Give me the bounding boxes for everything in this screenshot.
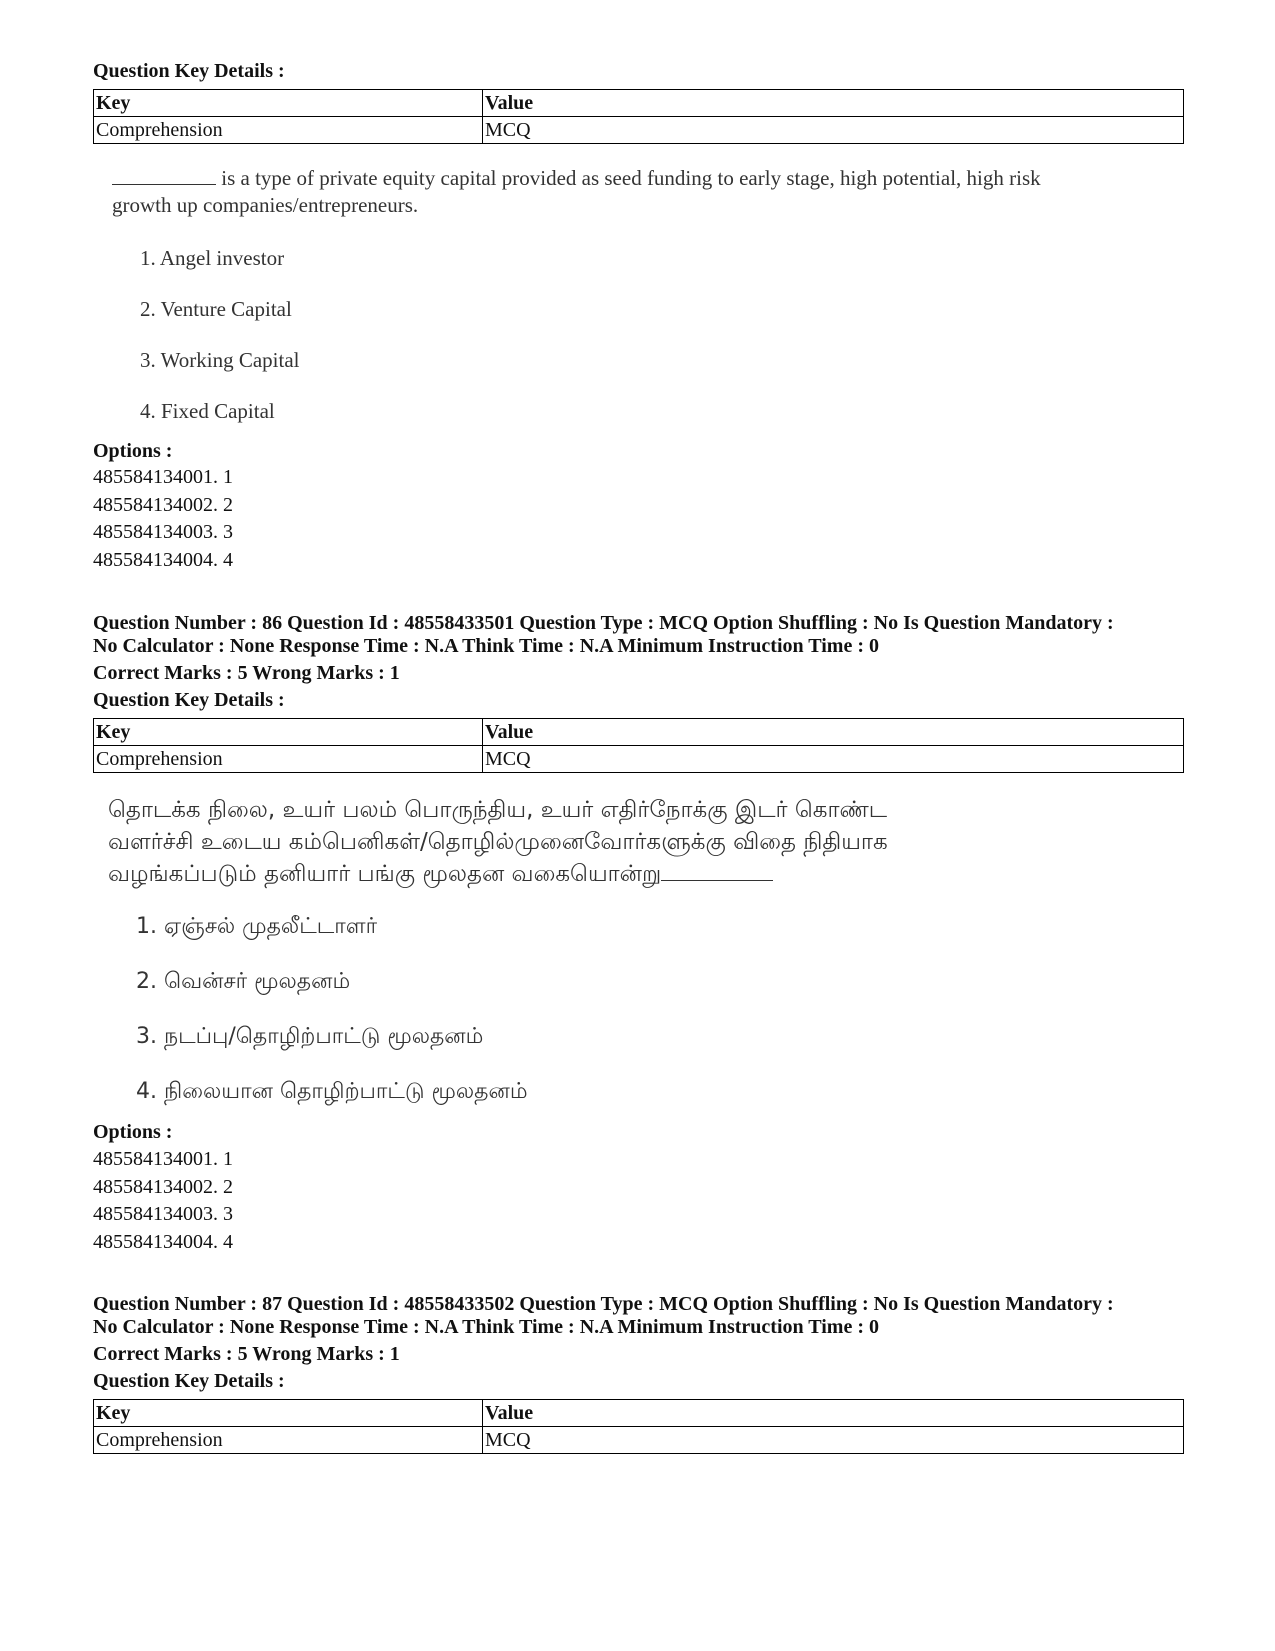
key-details-label: Question Key Details : [93,60,285,82]
table-row [94,746,1184,773]
question-stem [108,794,888,890]
stem-line-2: வளர்ச்சி உடைய கம்பெனிகள்/தொழில்முனைவோர்களுக்கு விதை நிதியாக [108,829,888,855]
table-row [94,1427,1184,1454]
stem-line-1: is a type of private equity capital provided as seed funding to early stage, high potential, high risk [216,166,1041,190]
value-column-header: Value [483,719,1184,746]
option-item: 485584134001. 1 [93,466,233,488]
option-item: 485584134004. 4 [93,548,233,571]
answer-blank [112,168,216,185]
options-list [93,1146,233,1256]
options-label: Options : [93,1121,173,1143]
key-details-table [93,1399,1184,1454]
choice-1: 1. Angel investor [140,246,285,270]
value-cell: MCQ [483,117,1184,144]
key-column-header: Key [94,90,483,117]
choice-2: 2. Venture Capital [140,297,292,321]
stem-line-1: தொடக்க நிலை, உயர் பலம் பொருந்திய, உயர் எதிர்நோக்கு இடர் கொண்ட [108,797,888,823]
question-86-marks: Correct Marks : 5 Wrong Marks : 1 [93,662,400,684]
key-cell: Comprehension [94,117,483,144]
choice-4: 4. நிலையான தொழிற்பாட்டு மூலதனம் [136,1079,528,1104]
answer-blank [661,860,773,881]
options-list [93,464,233,574]
key-details-table [93,718,1184,773]
option-item: 485584134002. 2 [93,1175,233,1198]
stem-line-3: வழங்கப்படும் தனியார் பங்கு மூலதன வகையொன்று [108,861,662,887]
option-item: 485584134001. 1 [93,1148,233,1170]
table-header-row [94,90,1184,117]
choice-3: 3. Working Capital [140,348,300,372]
key-column-header: Key [94,719,483,746]
key-cell: Comprehension [94,746,483,773]
value-column-header: Value [483,90,1184,117]
choice-3: 3. நடப்பு/தொழிற்பாட்டு மூலதனம் [136,1024,484,1049]
key-details-table [93,89,1184,144]
option-item: 485584134002. 2 [93,493,233,516]
choice-1: 1. ஏஞ்சல் முதலீட்டாளர் [136,914,378,939]
key-details-label: Question Key Details : [93,1370,285,1392]
choice-4: 4. Fixed Capital [140,399,275,423]
key-cell: Comprehension [94,1427,483,1454]
question-87-header: Question Number : 87 Question Id : 48558433502 Question Type : MCQ Option Shuffling : No Is Question Mandatory : No Calculator : None Response Time : N.A Think Time : N.A Minimum Instruction Time : 0 [93,1293,1114,1338]
stem-line-2: growth up companies/entrepreneurs. [112,193,419,217]
option-item: 485584134004. 4 [93,1230,233,1253]
question-stem [112,165,1041,219]
choice-2: 2. வென்சர் மூலதனம் [136,969,351,994]
value-column-header: Value [483,1400,1184,1427]
options-label: Options : [93,440,173,462]
key-column-header: Key [94,1400,483,1427]
question-87-marks: Correct Marks : 5 Wrong Marks : 1 [93,1343,400,1365]
table-header-row [94,719,1184,746]
key-details-label: Question Key Details : [93,689,285,711]
value-cell: MCQ [483,746,1184,773]
table-header-row [94,1400,1184,1427]
value-cell: MCQ [483,1427,1184,1454]
option-item: 485584134003. 3 [93,1203,233,1225]
option-item: 485584134003. 3 [93,521,233,543]
table-row [94,117,1184,144]
question-86-header: Question Number : 86 Question Id : 48558433501 Question Type : MCQ Option Shuffling : No Is Question Mandatory : No Calculator : None Response Time : N.A Think Time : N.A Minimum Instruction Time : 0 [93,612,1114,657]
